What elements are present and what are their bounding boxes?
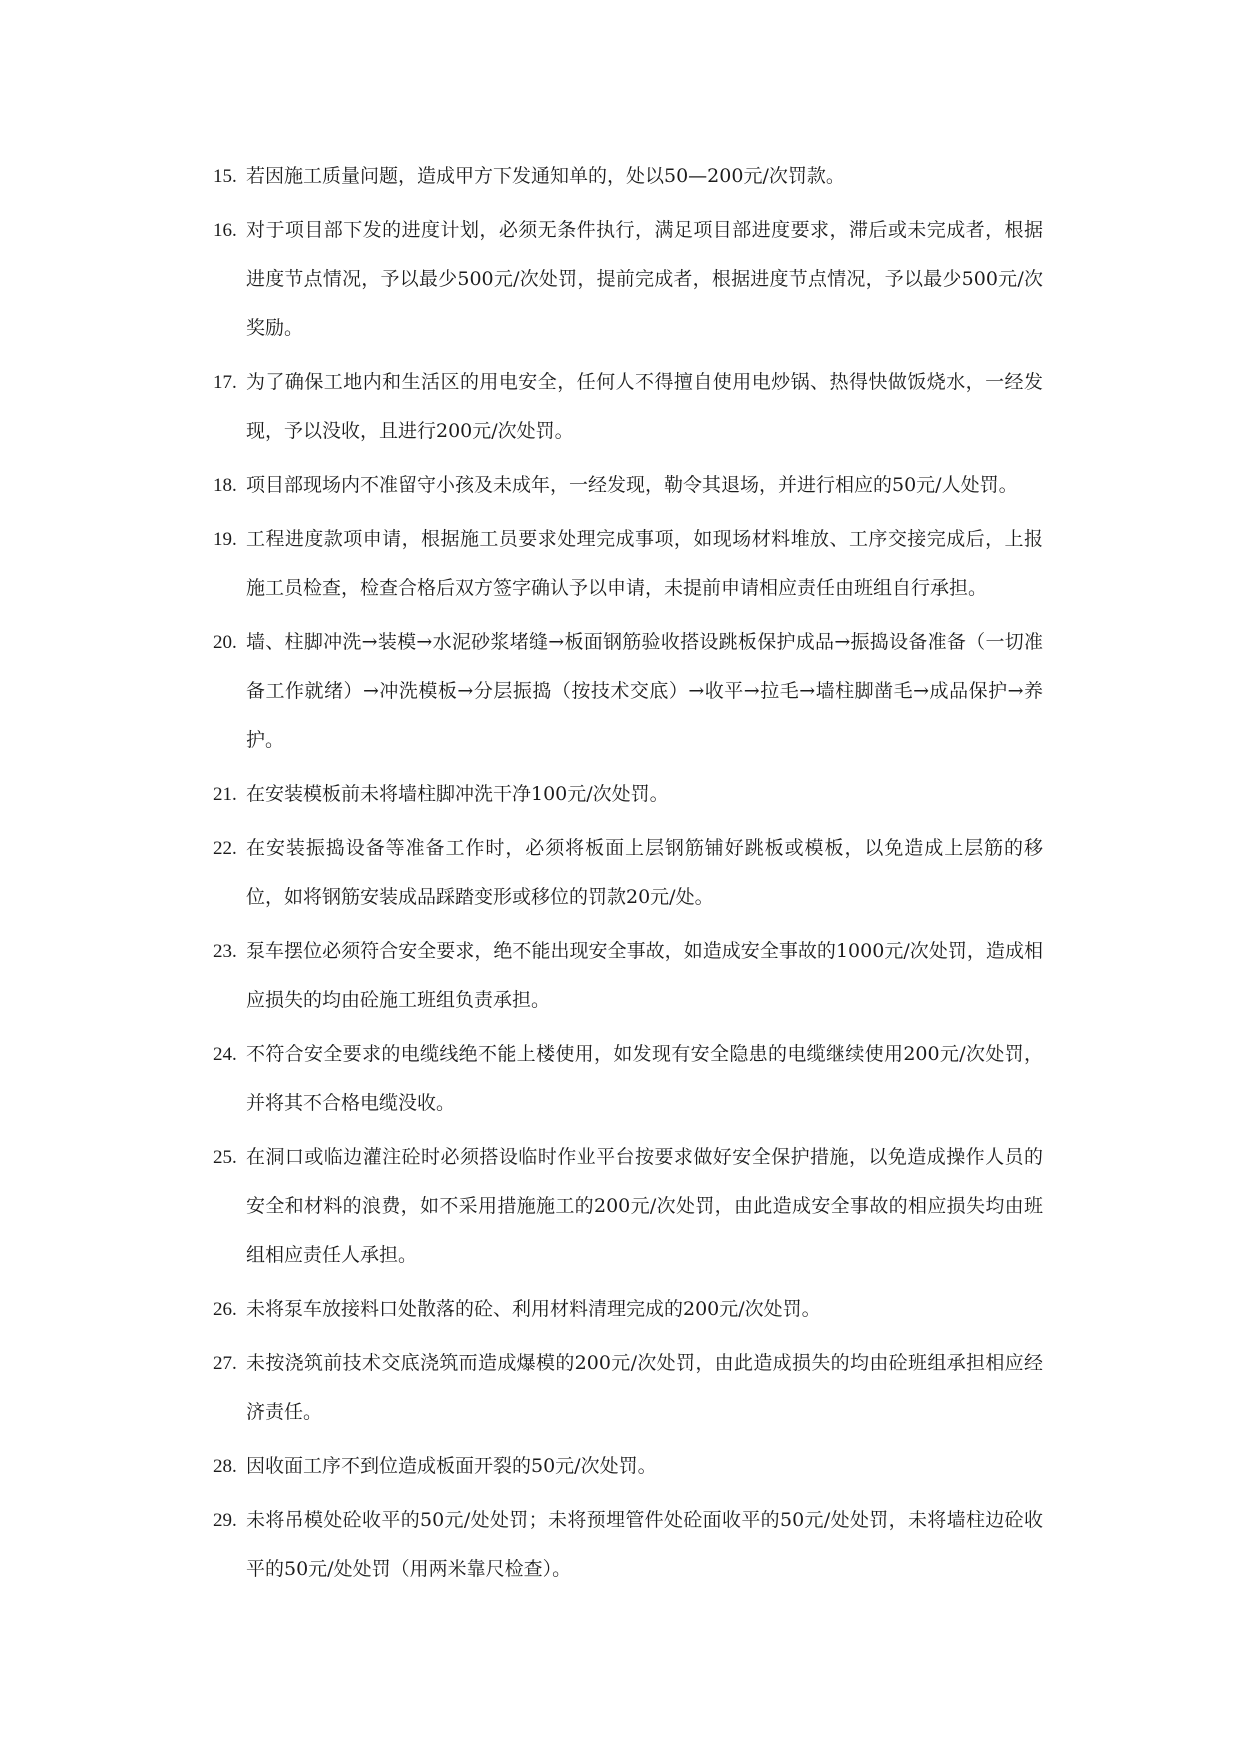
rule-text: 在安装模板前未将墙柱脚冲洗干净100元/次处罚。 [246, 783, 669, 805]
rule-item-20 [213, 618, 1043, 765]
rule-number: 22. [213, 838, 237, 859]
rule-item-28 [213, 1442, 1043, 1491]
rule-number: 20. [213, 632, 237, 653]
rule-number: 18. [213, 475, 237, 496]
rule-text: 未将吊模处砼收平的50元/处处罚；未将预埋管件处砼面收平的50元/处处罚，未将墙柱边砼收平的50元/处处罚（用两米靠尺检查）。 [246, 1509, 1043, 1580]
rule-item-23 [213, 927, 1043, 1025]
rule-number: 29. [213, 1510, 237, 1531]
rule-item-29 [213, 1496, 1043, 1594]
rule-number: 26. [213, 1299, 237, 1320]
rule-number: 19. [213, 529, 237, 550]
rule-text: 若因施工质量问题，造成甲方下发通知单的，处以50—200元/次罚款。 [246, 165, 845, 187]
rule-item-19 [213, 515, 1043, 613]
rule-text: 未按浇筑前技术交底浇筑而造成爆模的200元/次处罚，由此造成损失的均由砼班组承担相应经济责任。 [246, 1352, 1043, 1423]
rule-text: 工程进度款项申请，根据施工员要求处理完成事项，如现场材料堆放、工序交接完成后，上报施工员检查，检查合格后双方签字确认予以申请，未提前申请相应责任由班组自行承担。 [246, 528, 1043, 599]
rule-number: 16. [213, 220, 237, 241]
rule-text: 不符合安全要求的电缆线绝不能上楼使用，如发现有安全隐患的电缆继续使用200元/次处罚，并将其不合格电缆没收。 [246, 1043, 1043, 1114]
rule-text: 因收面工序不到位造成板面开裂的50元/次处罚。 [246, 1455, 657, 1477]
rule-number: 27. [213, 1353, 237, 1374]
rule-item-22 [213, 824, 1043, 922]
rule-item-25 [213, 1133, 1043, 1280]
rule-number: 25. [213, 1147, 237, 1168]
rule-number: 28. [213, 1456, 237, 1477]
rules-list [213, 152, 1043, 1599]
rule-text: 项目部现场内不准留守小孩及未成年，一经发现，勒令其退场，并进行相应的50元/人处罚。 [246, 474, 1018, 496]
rule-item-27 [213, 1339, 1043, 1437]
rule-text: 泵车摆位必须符合安全要求，绝不能出现安全事故，如造成安全事故的1000元/次处罚，造成相应损失的均由砼施工班组负责承担。 [246, 940, 1043, 1011]
rule-text: 在洞口或临边灌注砼时必须搭设临时作业平台按要求做好安全保护措施，以免造成操作人员的安全和材料的浪费，如不采用措施施工的200元/次处罚，由此造成安全事故的相应损失均由班组相应责任人承担。 [246, 1146, 1043, 1266]
rule-item-21 [213, 770, 1043, 819]
rule-item-24 [213, 1030, 1043, 1128]
rule-text: 在安装振捣设备等准备工作时，必须将板面上层钢筋铺好跳板或模板，以免造成上层筋的移位，如将钢筋安装成品踩踏变形或移位的罚款20元/处。 [246, 837, 1043, 908]
rule-number: 17. [213, 372, 237, 393]
rule-item-16 [213, 206, 1043, 353]
rule-text: 未将泵车放接料口处散落的砼、利用材料清理完成的200元/次处罚。 [246, 1298, 821, 1320]
rule-item-15 [213, 152, 1043, 201]
rule-text: 为了确保工地内和生活区的用电安全，任何人不得擅自使用电炒锅、热得快做饭烧水，一经发现，予以没收，且进行200元/次处罚。 [246, 371, 1043, 442]
rule-number: 21. [213, 784, 237, 805]
rule-text: 墙、柱脚冲洗→装模→水泥砂浆堵缝→板面钢筋验收搭设跳板保护成品→振捣设备准备（一切准备工作就绪）→冲洗模板→分层振捣（按技术交底）→收平→拉毛→墙柱脚凿毛→成品保护→养护。 [246, 631, 1043, 751]
rule-item-26 [213, 1285, 1043, 1334]
rule-number: 15. [213, 166, 237, 187]
rule-number: 24. [213, 1044, 237, 1065]
rule-item-17 [213, 358, 1043, 456]
rule-item-18 [213, 461, 1043, 510]
rule-number: 23. [213, 941, 237, 962]
rule-text: 对于项目部下发的进度计划，必须无条件执行，满足项目部进度要求，滞后或未完成者，根据进度节点情况，予以最少500元/次处罚，提前完成者，根据进度节点情况，予以最少500元/次奖励。 [246, 219, 1043, 339]
